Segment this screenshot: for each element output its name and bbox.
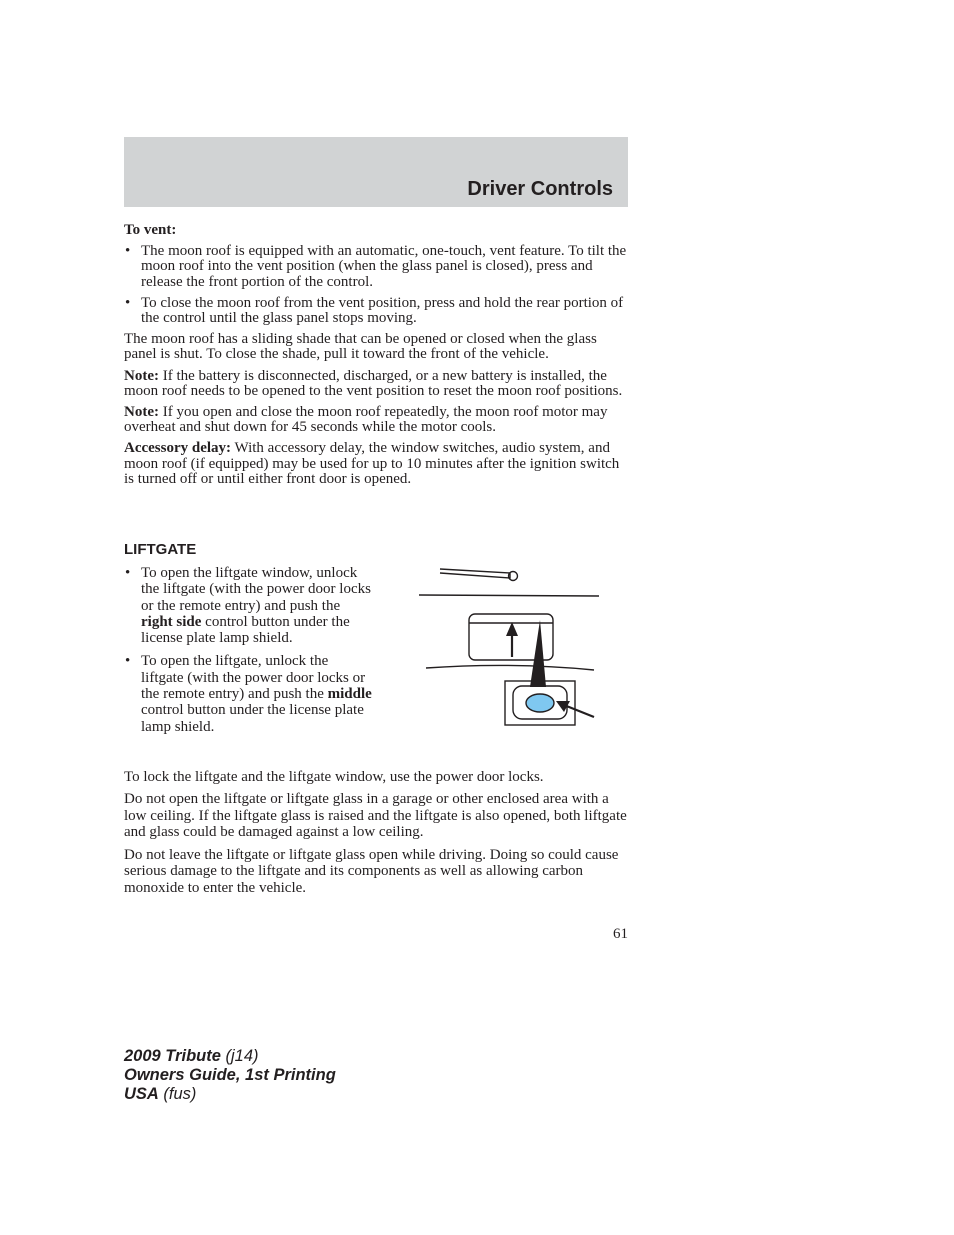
bullet-text: To open the liftgate, unlock the liftgate (with the power door locks or the remote entry) and push the <box>141 653 366 703</box>
liftgate-paragraphs <box>124 770 628 896</box>
footer-printing: Owners Guide, 1st Printing <box>124 1066 336 1084</box>
bullet-text: To open the liftgate window, unlock the liftgate (with the power door locks or the remote entry) and push the <box>141 565 371 614</box>
accessory-delay-text: With accessory delay, the window switches, audio system, and moon roof (if equipped) may be used for up to 10 minutes after the ignition switch is turned off or until either front door is opened. <box>124 440 620 487</box>
section-title: Driver Controls <box>467 178 613 200</box>
list-item: • The moon roof is equipped with an automatic, one-touch, vent feature. To tilt the moon roof into the vent position (when the glass panel is closed), press and release the front portion of the control. <box>124 244 628 290</box>
vent-lead: To vent: <box>124 222 177 238</box>
up-arrow-icon <box>506 622 518 636</box>
liftgate-heading: LIFTGATE <box>124 541 197 558</box>
liftgate-control-illustration <box>412 562 608 732</box>
bullet-emphasis: middle <box>327 686 372 703</box>
list-item <box>124 653 374 734</box>
wiper-arm <box>440 569 510 578</box>
section-header-bar <box>124 137 628 207</box>
shade-paragraph: The moon roof has a sliding shade that can be opened or closed when the glass panel is shut. To close the shade, pull it toward the front of the vehicle. <box>124 331 597 363</box>
accessory-delay-label: Accessory delay: <box>124 440 232 457</box>
list-item: • To close the moon roof from the vent position, press and hold the rear portion of the control until the glass panel stops moving. <box>124 296 628 326</box>
page-number: 61 <box>613 926 628 942</box>
footer-line-market <box>124 1085 336 1104</box>
liftgate-lower-edge <box>426 665 594 670</box>
footer-model: 2009 Tribute <box>124 1047 221 1065</box>
bullet-emphasis: right side <box>141 613 202 630</box>
vent-bullet-list <box>124 244 628 326</box>
list-item <box>124 565 374 646</box>
footer-market-code: (fus) <box>158 1085 197 1103</box>
note-text: If the battery is disconnected, discharged, or a new battery is installed, the moon roof needs to be opened to the vent position to reset the moon roof positions. <box>124 367 623 399</box>
note-text: If you open and close the moon roof repeatedly, the moon roof motor may overheat and shut down for 45 seconds while the motor cools. <box>124 404 608 436</box>
garage-warning-paragraph: Do not open the liftgate or liftgate glass in a garage or other enclosed area with a low ceiling. If the liftgate glass is raised and the liftgate is also opened, both liftgate and glass could be damaged against a low ceiling. <box>124 791 627 841</box>
footer-model-code: (j14) <box>220 1047 259 1065</box>
footer-line-printing <box>124 1066 336 1085</box>
footer-market: USA <box>124 1085 159 1103</box>
glass-edge-line <box>419 595 599 596</box>
pointer-wedge <box>530 620 546 687</box>
print-footer <box>124 1047 336 1104</box>
note-label: Note: <box>124 404 159 421</box>
bullet-text: control button under the license plate lamp shield. <box>141 613 350 647</box>
middle-control-button <box>526 694 554 712</box>
callout-arrow-shaft <box>564 705 594 717</box>
driving-warning-paragraph: Do not leave the liftgate or liftgate glass open while driving. Doing so could cause serious damage to the liftgate and its components as well as allowing carbon monoxide to enter the vehicle. <box>124 846 619 896</box>
accessory-delay-paragraph <box>124 441 628 487</box>
note-battery <box>124 369 628 399</box>
footer-line-model <box>124 1047 336 1066</box>
note-overheat <box>124 405 628 435</box>
vent-section <box>124 223 628 487</box>
liftgate-bullet-list <box>124 565 374 742</box>
lock-paragraph: To lock the liftgate and the liftgate window, use the power door locks. <box>124 769 544 785</box>
note-label: Note: <box>124 367 159 384</box>
bullet-text: control button under the license plate lamp shield. <box>141 702 364 735</box>
